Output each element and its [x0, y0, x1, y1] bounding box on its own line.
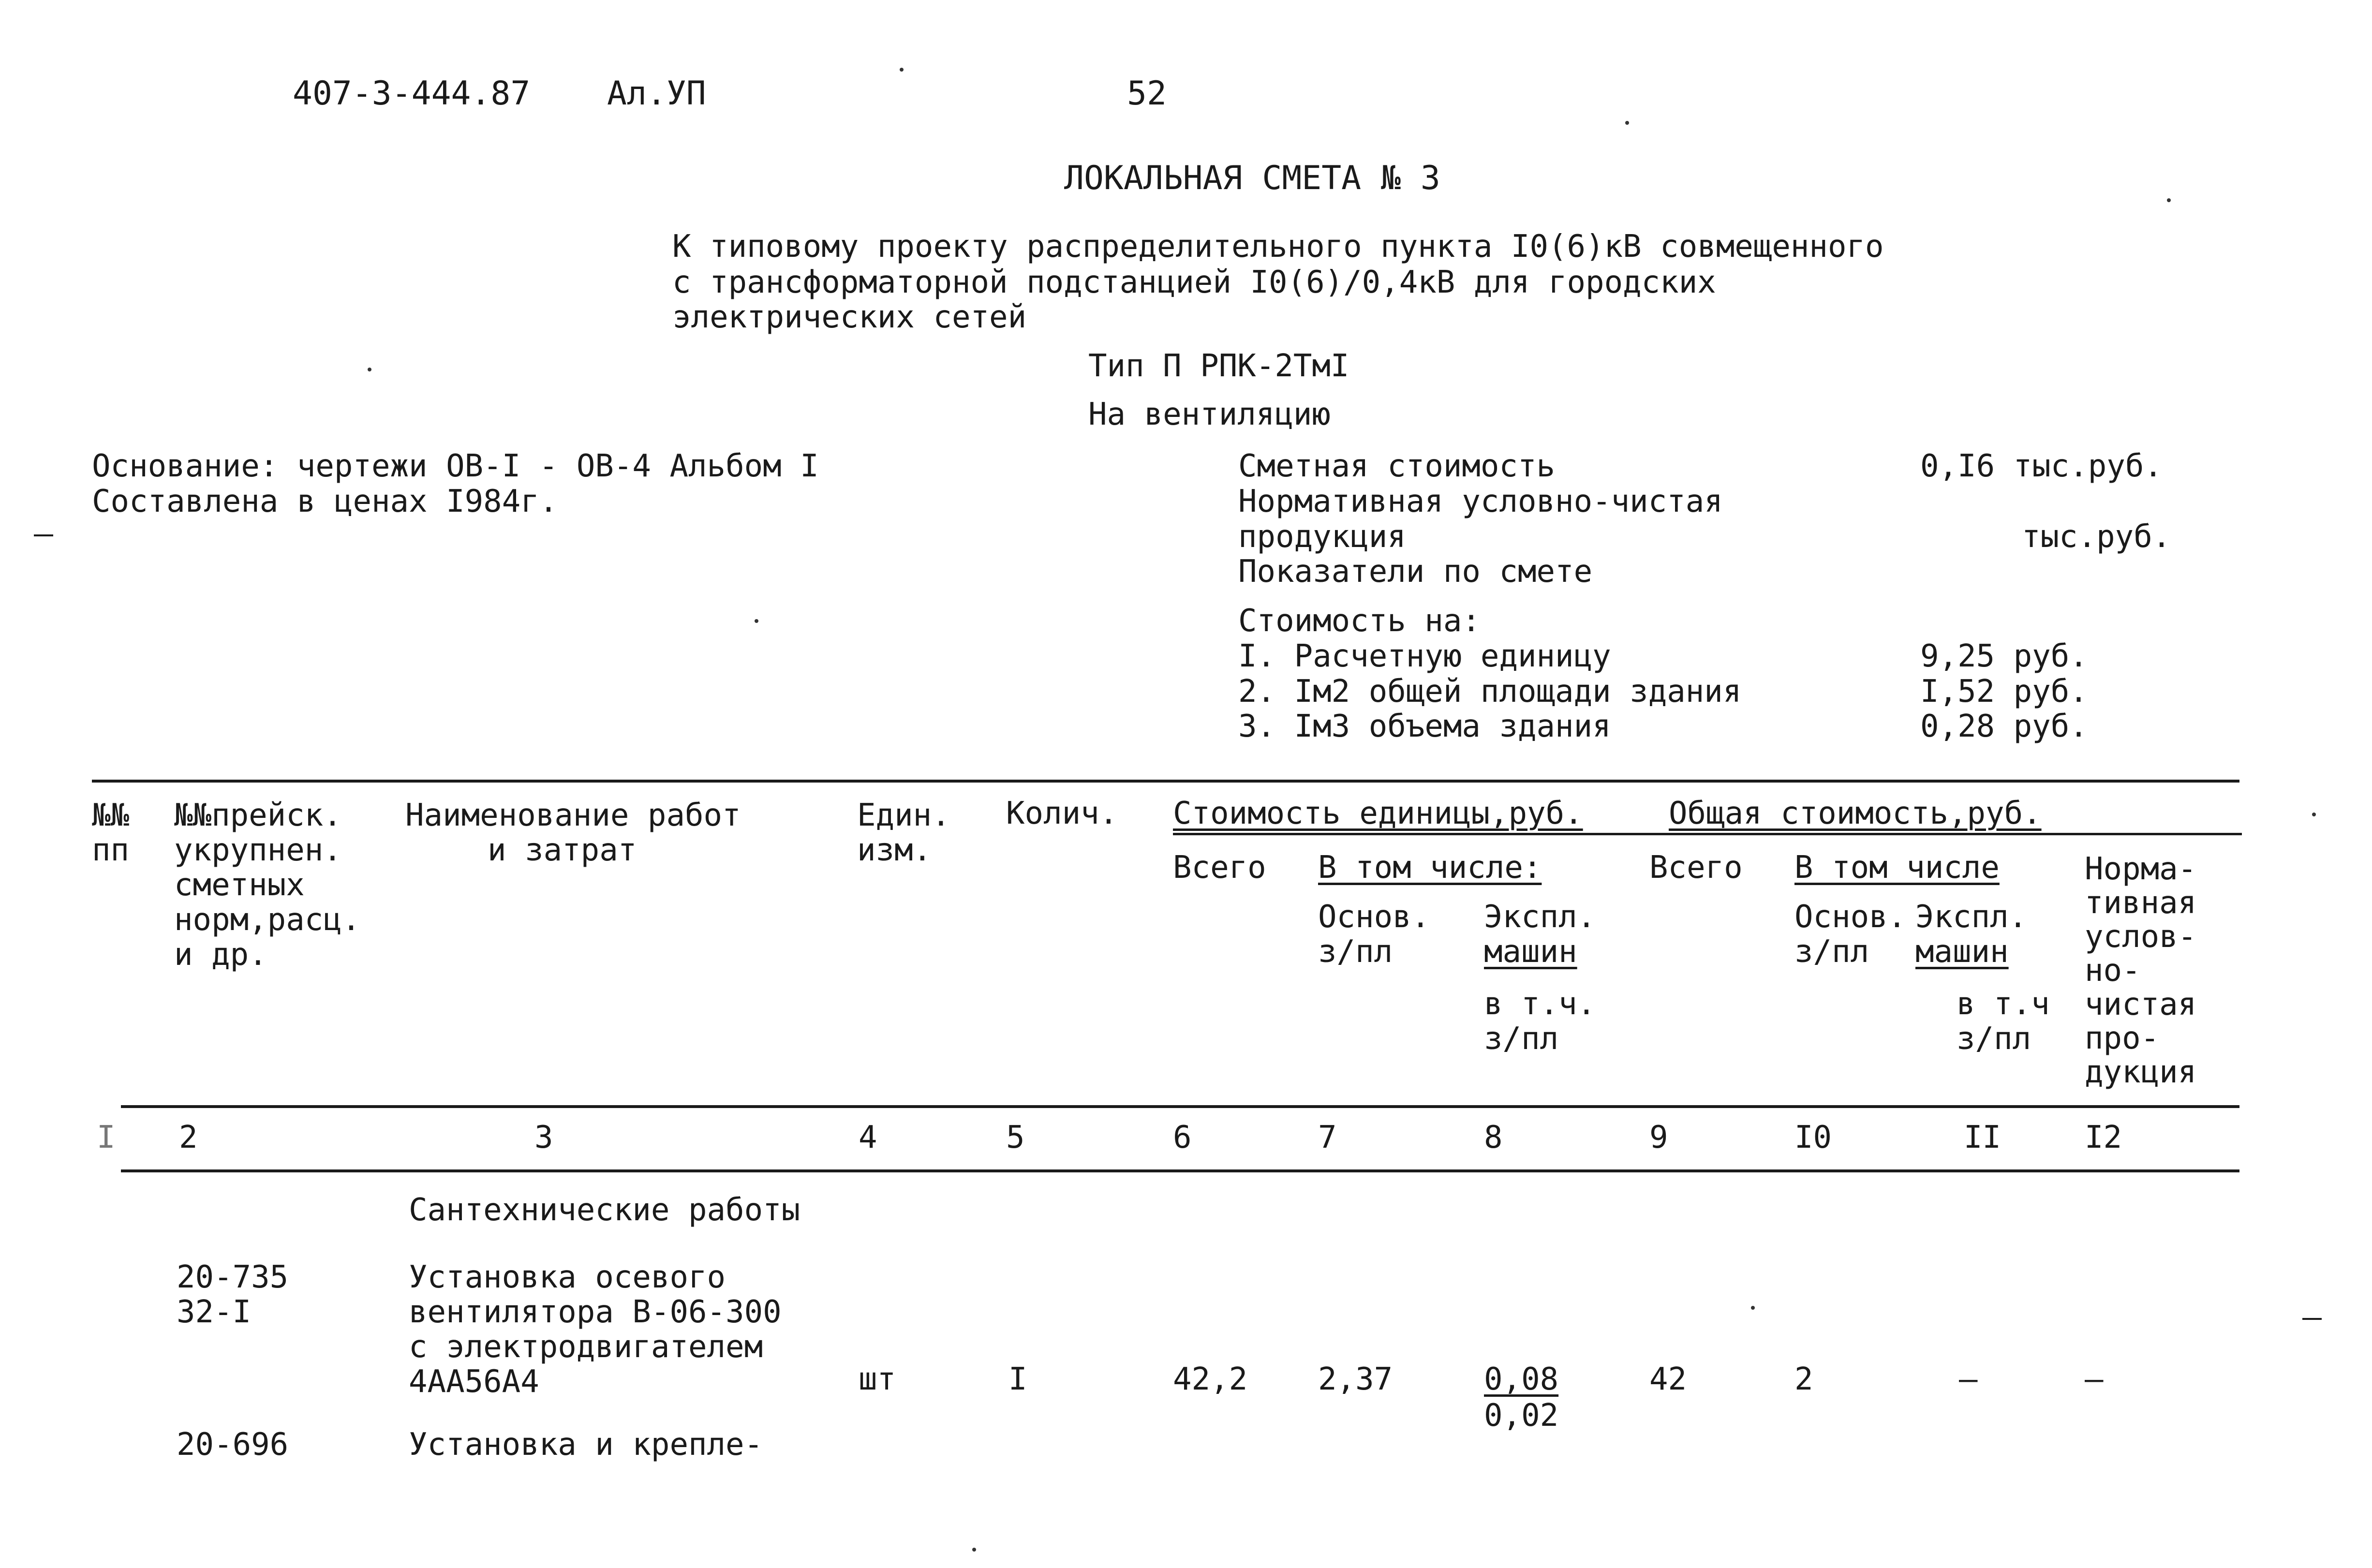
cost-value: 0,I6 тыс.руб. — [1920, 448, 2163, 484]
col-header-text: Един. — [857, 798, 950, 833]
col-header-total-unit: Всего — [1173, 850, 1266, 886]
row-ekspl-unit: 0,08 — [1484, 1361, 1559, 1397]
purpose-label: На вентиляцию — [1088, 397, 1331, 432]
col-header-code — [174, 798, 360, 972]
row-name-text: с электродвигателем — [409, 1329, 763, 1365]
col-header-name — [405, 798, 741, 868]
col-header-text: и затрат — [488, 832, 637, 868]
row-unit: шт — [859, 1361, 896, 1397]
album-label: Ал.УП — [607, 74, 706, 113]
col-number: 2 — [179, 1120, 198, 1155]
col-number: 9 — [1649, 1120, 1668, 1155]
scan-speck — [1625, 121, 1629, 125]
scan-speck — [368, 368, 371, 371]
basis-line-1: Основание: чертежи ОВ-I - ОВ-4 Альбом I — [92, 448, 819, 484]
col-header-text: тивная — [2085, 885, 2197, 921]
col-number: 7 — [1318, 1120, 1337, 1155]
col-header-text: Норма- — [2085, 851, 2197, 887]
scan-speck — [2312, 813, 2316, 816]
col-header-total-cost: Общая стоимость,руб. — [1669, 796, 2042, 831]
col-header-text: машин — [1915, 934, 2009, 970]
row-name — [409, 1260, 782, 1399]
col-number: 4 — [859, 1120, 877, 1155]
row-osnov-unit: 2,37 — [1318, 1361, 1393, 1397]
col-header-ekspl-sum — [1915, 900, 2027, 969]
subtitle-line-2: с трансформаторной подстанцией I0(6)/0,4кВ для городских — [672, 265, 1716, 300]
row-norm: – — [2085, 1361, 2104, 1397]
col-number: I2 — [2085, 1120, 2122, 1155]
col-header-text: №№прейск. — [174, 798, 342, 833]
page-number: 52 — [1127, 74, 1167, 113]
subtitle-line-1: К типовому проекту распределительного пункта I0(6)кВ совмещенного — [672, 229, 1884, 265]
scan-mark — [34, 534, 53, 536]
col-header-vtch-unit — [1484, 987, 1596, 1056]
indicator-item-value: 0,28 руб. — [1920, 709, 2088, 744]
col-numbers-rule — [121, 1169, 2239, 1172]
col-header-text: чистая — [2085, 987, 2197, 1022]
scan-speck — [755, 619, 758, 623]
row-code-text: 20-735 — [177, 1259, 289, 1295]
col-number: 5 — [1006, 1120, 1025, 1155]
basis-line-2: Составлена в ценах I984г. — [92, 484, 558, 519]
row-total: 42 — [1649, 1361, 1687, 1397]
type-label: Тип П РПК-2ТмI — [1088, 348, 1349, 384]
indicator-item-label: 3. Iм3 объема здания — [1238, 709, 1611, 744]
subtitle-line-3: электрических сетей — [672, 299, 1027, 335]
col-header-text: в т.ч. — [1484, 986, 1596, 1022]
row-name-text: Установка осевого — [409, 1259, 726, 1295]
col-header-text: услов- — [2085, 919, 2197, 955]
row-code-text: 32-I — [177, 1294, 252, 1330]
col-header-ekspl-unit — [1484, 900, 1596, 969]
indicator-item-label: I. Расчетную единицу — [1238, 638, 1611, 674]
estimate-title: ЛОКАЛЬНАЯ СМЕТА № 3 — [1064, 159, 1440, 197]
scan-speck — [972, 1548, 976, 1552]
col-header-text: Основ. — [1318, 899, 1430, 935]
col-number: 3 — [534, 1120, 553, 1155]
col-header-text: и др. — [174, 937, 267, 973]
row-ekspl-zpl-unit: 0,02 — [1484, 1398, 1559, 1434]
row-name-text: вентилятора В-06-300 — [409, 1294, 782, 1330]
col-header-norm — [2085, 852, 2196, 1089]
norm-value: тыс.руб. — [2022, 519, 2171, 555]
header-span-rule — [1173, 833, 2242, 835]
col-number: I — [97, 1120, 116, 1155]
col-header-osnov-unit — [1318, 900, 1430, 969]
col-header-incl-unit: В том числе: — [1318, 850, 1542, 886]
col-header-text: з/пл — [1957, 1021, 2031, 1057]
col-header-osnov-sum — [1794, 900, 1906, 969]
col-header-text: но- — [2085, 953, 2141, 989]
col-header-text: пп — [92, 832, 130, 868]
col-header-text: №№ — [92, 798, 130, 833]
col-number: 8 — [1484, 1120, 1503, 1155]
scan-speck — [900, 68, 904, 72]
norm-label-1: Нормативная условно-чистая — [1238, 484, 1723, 519]
col-header-text: Наименование работ — [405, 798, 741, 833]
col-header-incl-sum: В том числе — [1794, 850, 2000, 886]
col-header-text: дукция — [2085, 1054, 2197, 1090]
col-header-total-sum: Всего — [1649, 850, 1743, 886]
row-code: 20-696 — [177, 1427, 289, 1463]
cost-per-label: Стоимость на: — [1238, 603, 1481, 639]
norm-label-2: продукция — [1238, 519, 1406, 555]
col-header-text: изм. — [857, 832, 932, 868]
row-ekspl-total: – — [1959, 1361, 1978, 1397]
row-name-text: 4АА56А4 — [409, 1364, 539, 1400]
indicators-label: Показатели по смете — [1238, 554, 1593, 590]
section-title: Сантехнические работы — [409, 1192, 801, 1228]
header-bottom-rule — [121, 1105, 2239, 1108]
col-header-qty: Колич. — [1006, 796, 1118, 831]
col-number: 6 — [1173, 1120, 1192, 1155]
col-header-text: в т.ч — [1957, 986, 2050, 1022]
col-header-text: сметных — [174, 867, 305, 903]
col-header-text: з/пл — [1484, 1021, 1559, 1057]
indicator-item-value: I,52 руб. — [1920, 674, 2088, 710]
document-code: 407-3-444.87 — [293, 74, 531, 113]
scan-speck — [1751, 1306, 1755, 1310]
col-header-text: Основ. — [1794, 899, 1907, 935]
col-header-text: машин — [1484, 934, 1577, 970]
scan-mark — [2302, 1318, 2322, 1320]
col-header-unit-cost: Стоимость единицы,руб. — [1173, 796, 1583, 831]
col-header-text: з/пл — [1794, 934, 1869, 970]
col-header-text: норм,расц. — [174, 902, 361, 938]
col-header-text: укрупнен. — [174, 832, 342, 868]
table-top-rule — [92, 780, 2239, 783]
indicator-item-value: 9,25 руб. — [1920, 638, 2088, 674]
col-header-text: з/пл — [1318, 934, 1393, 970]
col-header-vtch-sum — [1957, 987, 2050, 1056]
col-header-unit — [857, 798, 950, 868]
scan-speck — [2167, 198, 2171, 202]
col-header-text: Экспл. — [1484, 899, 1596, 935]
row-name: Установка и крепле- — [409, 1427, 763, 1463]
col-header-text: Экспл. — [1915, 899, 2028, 935]
row-osnov-total: 2 — [1794, 1361, 1813, 1397]
row-qty: I — [1008, 1361, 1027, 1397]
col-number: I0 — [1794, 1120, 1832, 1155]
col-header-text: про- — [2085, 1021, 2160, 1056]
col-number: II — [1964, 1120, 2001, 1155]
row-code — [177, 1260, 288, 1330]
cost-label: Сметная стоимость — [1238, 448, 1556, 484]
row-total-unit: 42,2 — [1173, 1361, 1248, 1397]
indicator-item-label: 2. Iм2 общей площади здания — [1238, 674, 1742, 710]
col-header-number — [92, 798, 129, 868]
